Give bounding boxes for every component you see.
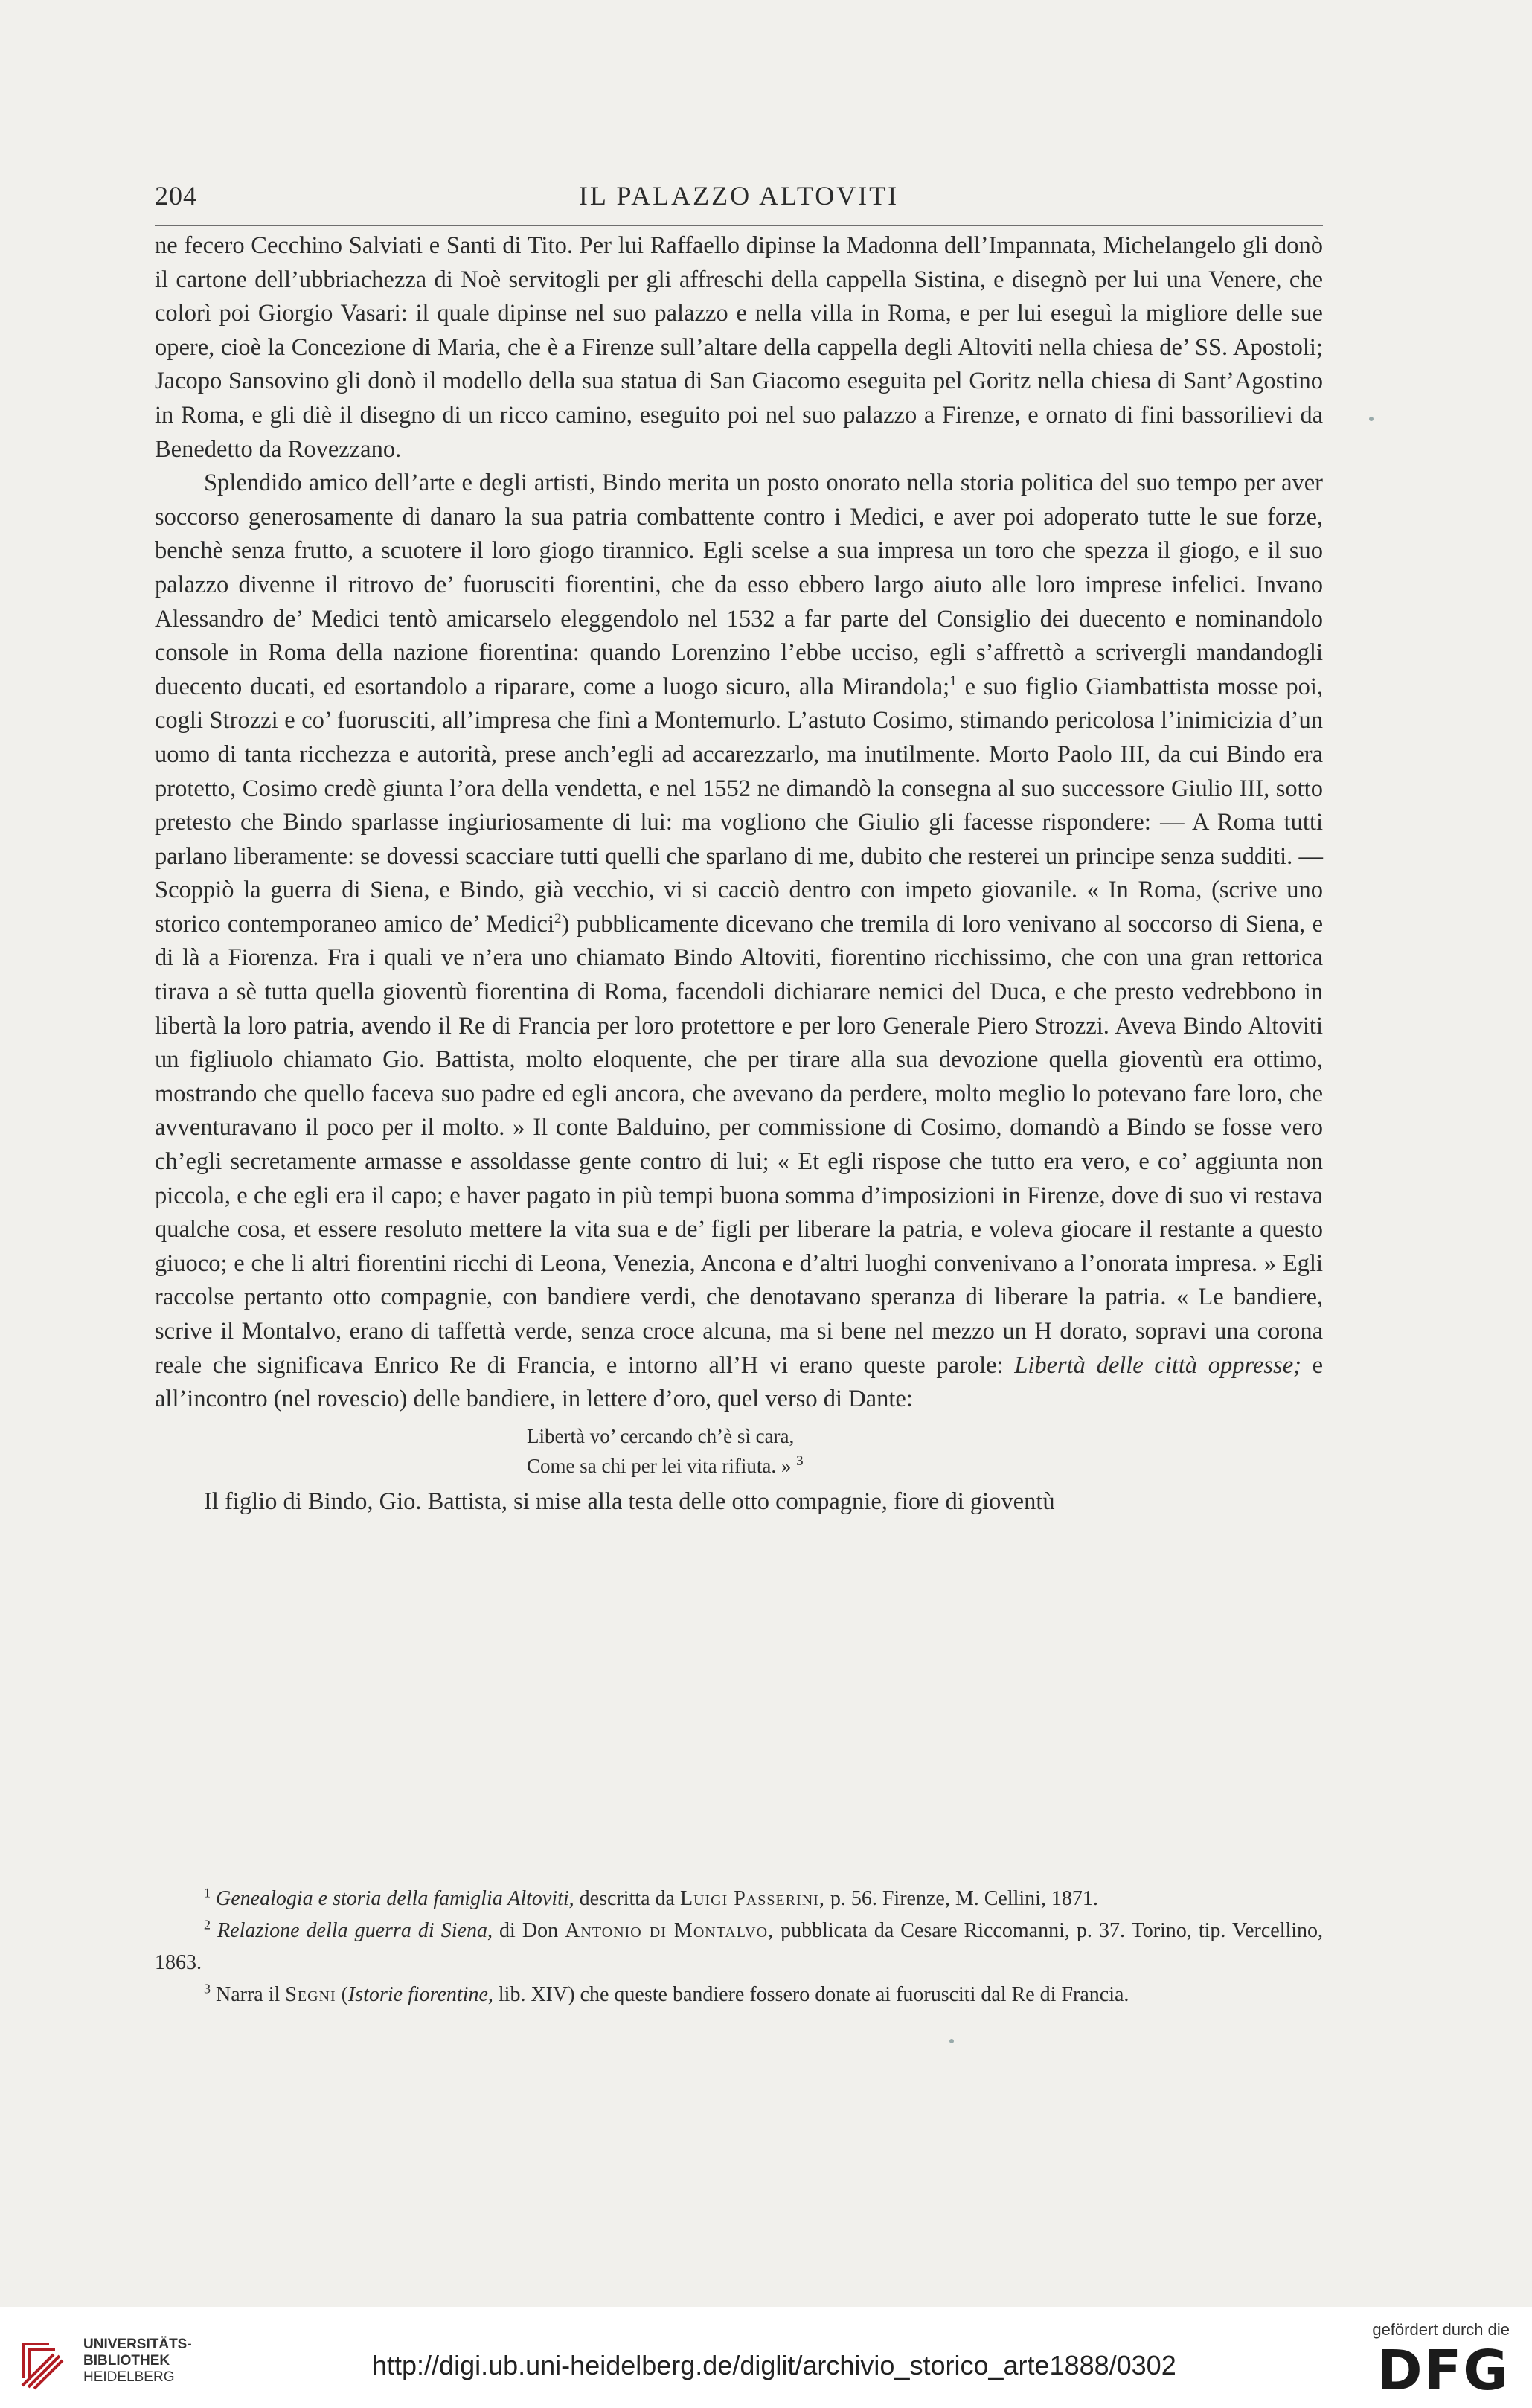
footnote-2-mark: 2 — [204, 1917, 211, 1933]
footnote-3-rest: lib. XIV) che queste bandiere fossero donate ai fuorusciti dal Re di Francia. — [498, 1983, 1129, 2006]
scan-speck — [949, 2039, 954, 2043]
footnote-2-author: Antonio di Montalvo, — [565, 1919, 775, 1942]
footnote-1-author-pre: descritta da — [579, 1887, 675, 1910]
library-line-2: BIBLIOTHEK — [83, 2353, 170, 2369]
paragraph-2-part-d: e all’incontro (nel rovescio) delle bandiere, in lettere d’oro, quel verso di Dante: — [155, 1351, 1324, 1413]
footnote-3-pre: Narra il — [216, 1983, 281, 2006]
paragraph-1: ne fecero Cecchino Salviati e Santi di Tito. Per lui Raffaello dipinse la Madonna dell’Impannata, Michelangelo gli donò il cartone dell’ubbriachezza di Noè servitogli per gli affreschi della cappella Sistina, e disegnò per lui una Venere, che colorì poi Giorgio Vasari: il quale dipinse nel suo palazzo e nella villa in Roma, e per lui eseguì la migliore delle sue opere, cioè la Concezione di Maria, che è a Firenze sull’altare della cappella degli Altoviti nella chiesa de’ SS. Apostoli; Jacopo Sansovino gli donò il modello della sua statua di San Giacomo eseguita pel Goritz nella chiesa di Sant’Agostino in Roma, e gli diè il disegno di un ricco camino, eseguito poi nel suo palazzo a Firenze, e ornato di fini bassorilievi da Benedetto da Rovezzano. — [155, 232, 1323, 463]
paragraph-2-part-b: e suo figlio Giambattista mosse poi, cogli Strozzi e co’ fuorusciti, all’impresa che finì a Montemurlo. L’astuto Cosimo, stimando pericolosa l’inimicizia d’un uomo di tanta ricchezza e autorità, prese anch’egli ad accarezzarlo, ma inutilmente. Morto Paolo III, da cui Bindo era protetto, Cosimo credè giunta l’ora della vendetta, e nel 1552 ne dimandò la consegna al suo successore Giulio III, sotto pretesto che Bindo sparlasse ingiuriosamente di lui: ma vogliono che Giulio gli facesse rispondere: — A Roma tutti parlano liberamente: se dovessi scacciare tutti quelli che sparlano di me, dubito che resterei un principe senza sudditi. — Scoppiò la guerra di Siena, e Bindo, già vecchio, vi si cacciò dentro con impeto giovanile. « In Roma, (scrive uno storico contemporaneo amico de’ Medici — [155, 673, 1323, 938]
footnote-3-mark: 3 — [204, 1981, 211, 1996]
dfg-logo[interactable]: DFG — [1376, 2339, 1510, 2403]
library-line-1: UNIVERSITÄTS- — [83, 2337, 192, 2352]
footnote-2-rest: pubblicata da Cesare Riccomanni, p. 37. Torino, tip. Vercellino, 1863. — [155, 1919, 1324, 1974]
funded-by-label: gefördert durch die — [1372, 2320, 1510, 2339]
page-number: 204 — [155, 181, 197, 211]
funder-block — [1316, 2320, 1510, 2402]
footnote-1 — [155, 1883, 1323, 1915]
paragraph-3: Il figlio di Bindo, Gio. Battista, si mise alla testa delle otto compagnie, fiore di gioventù — [204, 1488, 1055, 1515]
verse-line-1: Libertà vo’ cercando ch’è sì cara, — [527, 1424, 795, 1447]
library-line-3: HEIDELBERG — [83, 2369, 175, 2385]
paragraph-2 — [155, 467, 1323, 1417]
footnote-2-author-pre: di Don — [499, 1919, 559, 1942]
paragraph-2-part-a: Splendido amico dell’arte e degli artisti, Bindo merita un posto onorato nella storia politica del suo tempo per aver soccorso generosamente di danaro la sua patria combattente contro i Medici, e aver poi adoperato tutte le sue forze, benchè senza frutto, a scuotere il loro giogo tirannico. Egli scelse a sua impresa un toro che spezza il giogo, e il suo palazzo divenne il ritrovo de’ fuorusciti fiorentini, che da esso ebbero largo aiuto alle loro imprese infelici. Invano Alessandro de’ Medici tentò amicarselo eleggendolo nel 1532 a far parte del Consiglio dei duecento e nominandolo console in Roma della nazione fiorentina: quando Lorenzino l’ebbe ucciso, egli s’affrettò a scrivergli mandandogli duecento ducati, ed esortandolo a riparare, come a luogo sicuro, alla Mirandola; — [155, 470, 1323, 700]
footnote-3-author: Segni — [285, 1983, 336, 2006]
footnote-2 — [155, 1915, 1323, 1979]
running-head — [155, 173, 1323, 226]
footnote-3: $^3$ Narra il Segni (Istorie fiorentine, lib. XIV) che queste bandiere fossero donate ai fuorusciti dal Re di Francia. — [204, 1981, 1129, 2006]
digitization-footer — [0, 2307, 1532, 2408]
verse-line-2-text: Come sa chi per lei vita rifiuta. » — [527, 1454, 792, 1477]
paragraph-2-part-c: ) pubblicamente dicevano che tremila di loro venivano al soccorso di Siena, e di là a Fiorenza. Fra i quali ve n’era uno chiamato Bindo Altoviti, fiorentino ricchissimo, che con una gran rettorica tirava a sè tutta quella gioventù fiorentina di Roma, facendoli dichiarare nemici del Duca, e che presto vedrebbono in libertà la loro patria, avendo il Re di Francia per loro protettore e per loro Generale Piero Strozzi. Aveva Bindo Altoviti un figliuolo chiamato Gio. Battista, molto eloquente, che per tirare alla sua devozione quella gioventù era ottimo, mostrando che quello faceva suo padre ed egli ancora, che avevano da perdere, molto meglio lo potevano fare loro, che avventuravano il poco per il molto. » Il conte Balduino, per commissione di Cosimo, domandò a Bindo se fosse vero ch’egli secretamente armasse e assoldasse gente contro di lui; « Et egli rispose che tutto era vero, e co’ aggiunta non piccola, e che egli era il capo; e haver pagato in più tempi buona somma d’imposizioni in Firenze, dove di suo vi restava qualche cosa, et essere resoluto mettere la vita sua e de’ figli per liberare la patria, e voleva giocare il restante a questo giuoco; e che li altri fiorentini ricchi di Leona, Venezia, Ancona e d’altri luoghi convenivano a l’onorata impresa. » Egli raccolse pertanto otto compagnie, con bandiere verdi, che denotavano speranza di liberare la patria. « Le bandiere, scrive il Montalvo, erano di taffettà verde, senza croce alcuna, ma si bene nel mezzo un H dorato, sopravi una corona reale che significava Enrico Re di Francia, e intorno all’H vi erano queste parole: — [155, 910, 1324, 1379]
verse-line-2 — [527, 1451, 1323, 1481]
footnote-1-author: Luigi Passerini, — [679, 1887, 825, 1910]
body-text — [155, 229, 1323, 1519]
footnote-3-title: Istorie fiorentine, — [347, 1983, 493, 2006]
library-name[interactable] — [83, 2337, 192, 2386]
permalink-url[interactable]: http://digi.ub.uni-heidelberg.de/diglit/archivio_storico_arte1888/0302 — [372, 2350, 1176, 2380]
footnotes — [155, 1883, 1323, 2011]
scan-speck — [1369, 417, 1374, 421]
footnote-2-title: Relazione della guerra di Siena, — [217, 1919, 493, 1942]
banner-motto: Libertà delle città oppresse; — [1014, 1351, 1301, 1379]
footnote-1-mark: 1 — [204, 1885, 211, 1901]
running-title: IL PALAZZO ALTOVITI — [578, 181, 900, 211]
footnote-ref-3[interactable]: 3 — [796, 1453, 804, 1469]
footnote-1-title: Genealogia e storia della famiglia Altoviti, — [216, 1887, 574, 1910]
footnote-ref-1[interactable]: 1 — [949, 673, 957, 689]
dante-verse — [527, 1421, 1323, 1481]
footnote-1-rest: p. 56. Firenze, M. Cellini, 1871. — [830, 1887, 1098, 1910]
ub-heidelberg-logo-icon[interactable] — [16, 2334, 68, 2393]
footnote-ref-2[interactable]: 2 — [554, 911, 562, 927]
